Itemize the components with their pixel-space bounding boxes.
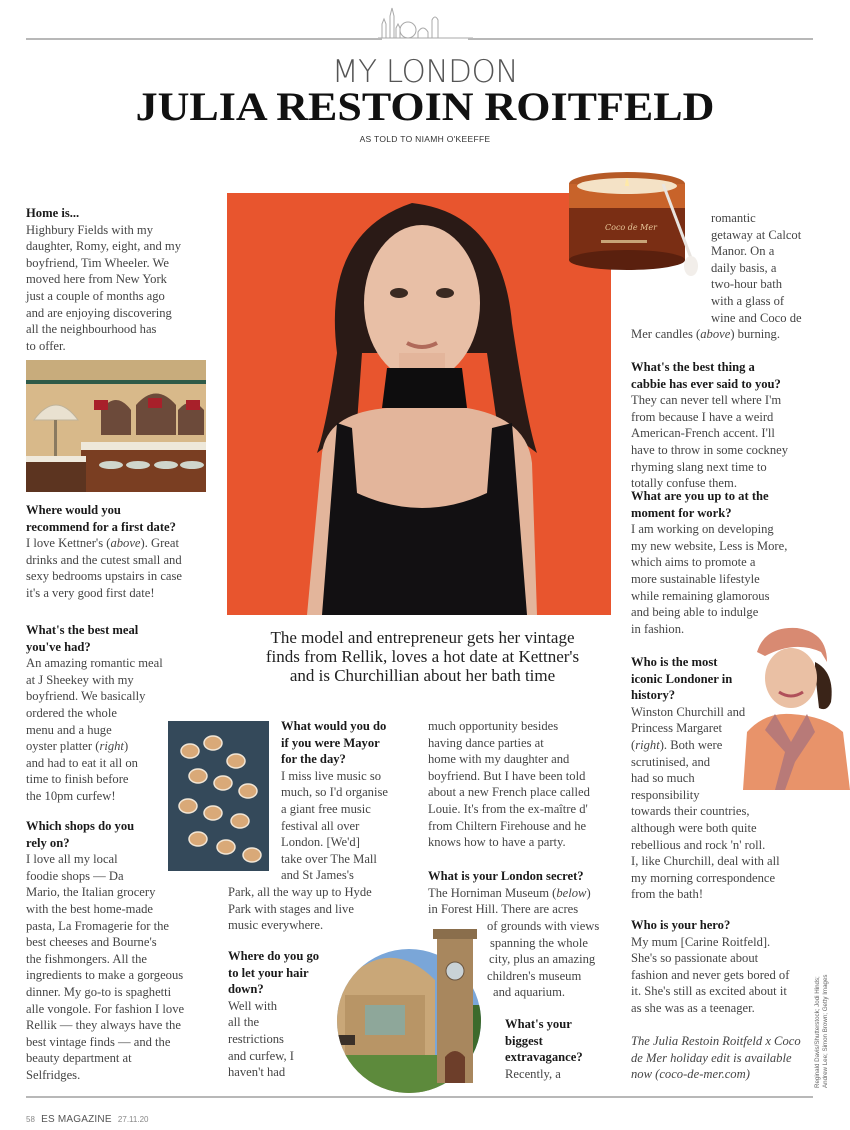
line: take over The Mall [281,851,377,866]
question: moment for work? [631,505,732,520]
question: iconic Londoner in [631,671,733,686]
line: spanning the whole [490,935,588,950]
qa-secret [428,868,628,918]
byline: AS TOLD TO NIAMH O'KEEFFE [359,134,491,144]
question: Who is your hero? [631,918,731,932]
line: city, plus an amazing [489,952,596,967]
text: ( [631,737,636,752]
line: Manor. On a [711,244,775,259]
line: from the bath! [631,887,704,902]
line: Princess Margaret [631,721,723,736]
text: The Horniman Museum ( [428,885,557,900]
line: Park with stages and live [228,901,354,916]
line: totally confuse them. [631,476,737,491]
question: What's the best meal [26,623,139,637]
line: had so much [631,771,695,786]
line: drinks and the cutest small and [26,552,182,567]
line: best vintage finds — and the [26,1034,171,1049]
line: responsibility [631,787,700,802]
line: They can never tell where I'm [631,393,782,408]
question: Where would you [26,503,121,517]
line: Rellik — they always have the [26,1018,181,1033]
bottom-rule [26,1096,813,1098]
line: with a glass of [711,293,785,308]
text: ) [586,885,591,900]
credit-line: Reginald Davis/Shutterstock; Jodi Hinds; [814,976,821,1088]
qa-hair [228,948,338,1081]
qa-mayor [281,718,421,884]
line: My mum [Carine Roitfeld]. [631,934,771,949]
standfirst-line: finds from Rellik, loves a hot date at Kettner's [265,647,580,666]
qa-extravagance-end [631,326,831,343]
line: boyfriend. We basically [26,689,146,704]
line: wine and Coco de [711,310,802,325]
line: foodie shops — Da [26,868,124,883]
line: daily basis, a [711,260,777,275]
line: my morning correspondence [631,870,776,885]
line: children's museum [487,968,582,983]
qa-secret-cont [487,918,627,1001]
line: Highbury Fields with my [26,222,153,237]
line: music everywhere. [228,918,324,933]
line: I am working on developing [631,522,774,537]
text: I love Kettner's ( [26,536,111,551]
text: ). Great [140,536,179,551]
question: to let your hair [228,965,309,980]
line: haven't had [228,1065,286,1080]
line: the 10pm curfew! [26,788,116,803]
line: Winston Churchill and [631,704,746,719]
line: which aims to promote a [631,555,756,570]
question: What would you do [281,719,387,733]
line: scrutinised, and [631,754,711,769]
kettners-bar-photo [26,360,206,492]
line: Well with [228,998,278,1013]
line: daughter, Romy, eight, and my [26,239,182,254]
question: What is your London secret? [428,869,584,883]
line: London. [We'd] [281,835,360,850]
line: it's a very good first date! [26,585,155,600]
line: pasta, La Fromagerie for the [26,918,170,933]
standfirst-line: The model and entrepreneur gets her vintage [270,628,575,647]
line: I love all my local [26,852,118,867]
standfirst-line: and is Churchillian about her bath time [289,666,556,685]
line: the fishmongers. All the [26,951,148,966]
question: biggest [505,1033,543,1048]
question: extravagance? [505,1050,583,1065]
text: below [556,885,587,900]
horniman-museum-photo [325,925,493,1093]
line: it. She's still as excited about it [631,984,787,999]
question: What's your [505,1017,572,1031]
line: from Chiltern Firehouse and he [428,818,587,833]
line: boyfriend, Tim Wheeler. We [26,255,169,270]
line: She's so passionate about [631,951,759,966]
line: ordered the whole [26,705,117,720]
line: and being able to indulge [631,605,759,620]
line: in fashion. [631,621,685,636]
question: for the day? [281,752,346,767]
portrait-photo [227,193,611,615]
promo-note [631,1033,811,1083]
line: having dance parties at [428,735,544,750]
line: have to throw in some cockney [631,442,789,457]
qa-shops [26,818,226,1084]
line: now (coco-de-mer.com) [631,1067,750,1082]
line: Park, all the way up to Hyde [228,885,372,899]
line [631,326,831,343]
folio [26,1114,148,1125]
qa-home [26,205,216,354]
line: sexy bedrooms upstairs in case [26,569,182,584]
qa-work [631,488,836,637]
text: above [110,536,141,551]
line: just a couple of months ago [26,288,165,303]
text: right [635,737,660,752]
line: Recently, a [505,1066,561,1081]
line: and St James's [281,868,354,883]
line: in Forest Hill. There are acres [428,902,579,917]
line: to offer. [26,338,66,353]
credit-line: Andrew Lee; Simon Brown; Getty Images [822,974,829,1088]
question: cabbie has ever said to you? [631,376,781,391]
text: right [99,739,124,754]
photo-credits [814,928,842,1088]
question: Which shops do you [26,819,135,833]
page-title: JULIA RESTOIN ROITFELD [135,84,715,130]
section-kicker: MY LONDON [331,54,519,90]
text: oyster platter ( [26,739,100,754]
question: down? [228,982,264,997]
line: time to finish before [26,772,129,787]
qa-hero [631,917,811,1017]
line: more sustainable lifestyle [631,571,760,586]
qa-first-date [26,502,216,602]
line: with the best home-made [26,901,153,916]
line: I, like Churchill, deal with all [631,854,780,869]
line: An amazing romantic meal [26,656,163,671]
line: at J Sheekey with my [26,672,134,687]
line: and are enjoying discovering [26,305,172,320]
qa-iconic-londoner [631,654,836,903]
line: all the neighbourhood has [26,322,157,337]
text: ) burning. [730,327,780,341]
line: much opportunity besides [428,719,559,733]
question: rely on? [26,835,70,850]
line: rebellious and rock 'n' roll. [631,837,766,852]
line: much, so I'd organise [281,785,388,800]
line: two-hour bath [711,277,782,292]
page-number: 58 [26,1115,35,1124]
question: you've had? [26,639,91,654]
line: fashion and never gets bored of [631,967,790,982]
line: while remaining glamorous [631,588,770,603]
line: American-French accent. I'll [631,426,775,441]
line: best cheeses and Bourne's [26,935,157,950]
qa-hair-cont [428,718,628,851]
line: restrictions [228,1031,284,1046]
line: and aquarium. [493,985,566,1000]
line: and curfew, I [228,1048,294,1063]
text: ). Both were [659,737,723,752]
question: if you were Mayor [281,735,380,750]
line: alle vongole. For fashion I love [26,1001,185,1016]
line: rhyming slang next time to [631,459,767,474]
line: menu and a huge [26,722,112,737]
line [428,885,628,902]
line [26,535,216,552]
question: What are you up to at the [631,489,769,503]
line: knows how to have a party. [428,835,566,850]
line: my new website, Less is More, [631,538,788,553]
question: Home is... [26,206,80,220]
line: I miss live music so [281,768,382,783]
line: a giant free music [281,801,371,816]
issue-date: 27.11.20 [117,1115,149,1124]
text: Mer candles ( [631,327,701,341]
line: although were both quite [631,820,757,835]
line: towards their countries, [631,804,750,819]
text: ) [123,739,129,754]
line: festival all over [281,818,360,833]
top-rule-right [468,38,813,40]
qa-extravagance [505,1016,625,1082]
line: beauty department at [26,1051,132,1066]
magazine-name: ES MAGAZINE [41,1114,112,1125]
line: ingredients to make a gorgeous [26,968,184,983]
question: history? [631,688,676,703]
line: from because I have a weird [631,409,774,424]
line: about a new French place called [428,785,590,800]
line: dinner. My go-to is spaghetti [26,984,172,999]
line: Louie. It's from the ex-maître d' [428,801,588,816]
line: all the [228,1015,260,1030]
answer [26,222,216,355]
top-rule-left [26,38,382,40]
line: Mario, the Italian grocery [26,885,156,900]
line: boyfriend. But I have been told [428,768,586,783]
standfirst [220,628,625,685]
question: recommend for a first date? [26,519,176,534]
line: The Julia Restoin Roitfeld x Coco [631,1034,801,1048]
question: Where do you go [228,949,320,963]
line: and had to eat it all on [26,755,138,770]
line: de Mer holiday edit is available [631,1050,792,1065]
qa-extravagance-cont [711,210,831,326]
question: Who is the most [631,655,718,669]
line: home with my daughter and [428,752,570,767]
line: moved here from New York [26,272,167,287]
qa-cabbie [631,359,836,492]
candle-brand-logo: Coco de Mer [605,223,657,232]
line: as she was as a teenager. [631,1000,755,1015]
line: of grounds with views [487,919,600,933]
line: romantic [711,211,756,225]
line: getaway at Calcot [711,227,802,242]
line [631,737,836,754]
coco-de-mer-candle-photo [565,162,707,280]
line: Selfridges. [26,1067,81,1082]
london-skyline-icon [378,4,473,44]
question: What's the best thing a [631,360,755,374]
text: above [700,327,731,341]
